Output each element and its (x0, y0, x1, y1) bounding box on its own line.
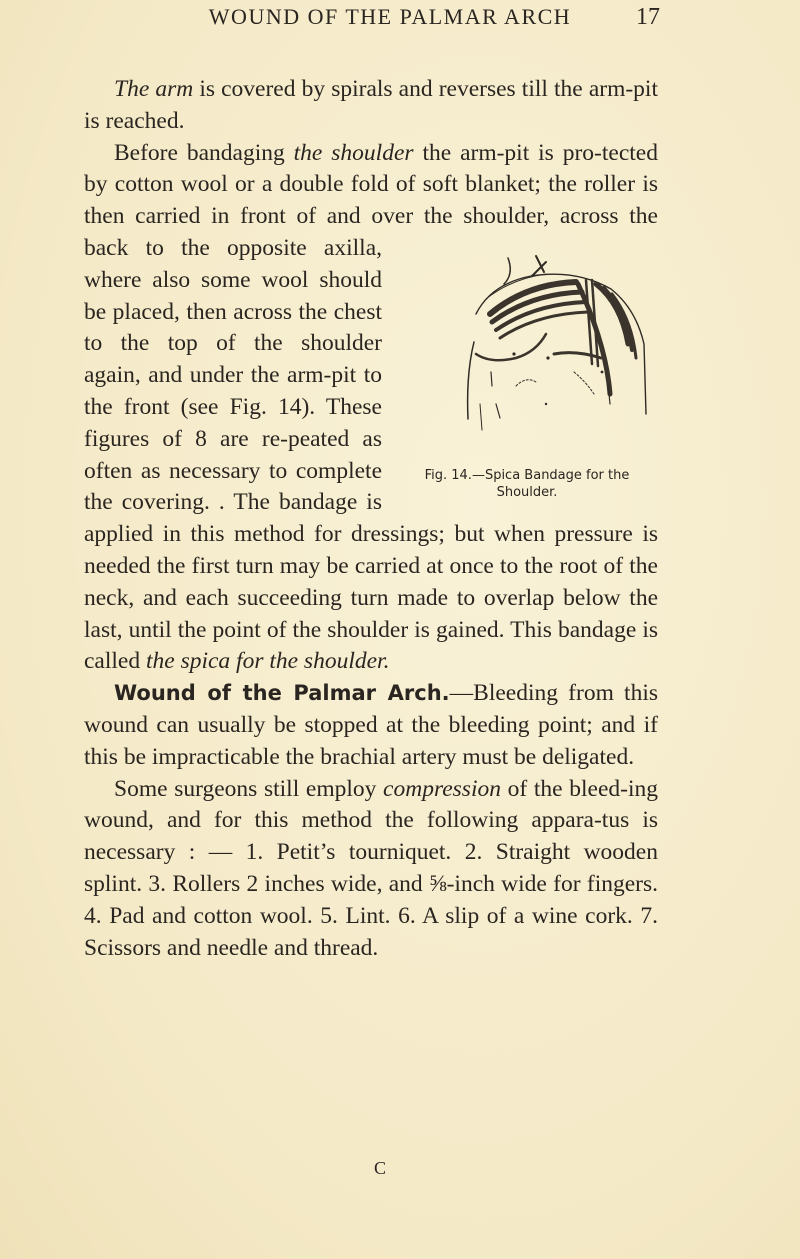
figure-caption: Fig. 14.—Spica Bandage for the Shoulder. (424, 468, 630, 500)
figure-14 (396, 74, 658, 500)
paragraph-palmar-arch (84, 678, 658, 773)
signature-mark: C (373, 1158, 386, 1178)
paragraph-shoulder-emphasis-2: the spica for the shoulder. (145, 648, 390, 675)
running-title: WOUND OF THE PALMAR ARCH (208, 4, 572, 29)
paragraph-compression-emphasis: compression (383, 775, 501, 802)
page-number: 17 (636, 4, 660, 30)
paragraph-shoulder-emphasis: the shoulder (293, 139, 414, 166)
section-heading: Wound of the Palmar Arch. (114, 681, 450, 706)
paragraph-compression (84, 774, 658, 965)
spica-bandage-illustration (396, 254, 658, 434)
paragraph-palmar-arch-text: —Bleeding from this wound can usually be stopped at the bleeding point; and if this be impracticable the brachial artery must be deligated. (84, 680, 659, 770)
page-header (0, 4, 800, 44)
paragraph-arm-emphasis: The arm (114, 76, 194, 102)
body-text (84, 74, 658, 964)
paragraph-compression-text-a: Some surgeons still employ (114, 775, 384, 802)
paragraph-arm-text: is covered by spirals and reverses till the arm-pit is reached. (84, 76, 658, 134)
paragraph-shoulder-text-b: the arm-pit is pro-tected by cotton wool or a double fold of soft blanket; the roller is then carried in front of and over the shoulder, across the back to the opposite axilla, where also some wool should be placed, then across the chest to the top of the shoulder again, and under the arm-pit to the front (see Fig. 14). These figures of 8 are re-peated as often as necessary to complete the covering. . The bandage is applied in this method for dressings; but when pressure is needed the first turn may be carried at once to the root of the neck, and each succeeding turn made to overlap below the last, until the point of the shoulder is gained. This bandage is called (84, 139, 658, 675)
paragraph-compression-text-b: of the bleed-ing wound, and for this method the following appara-tus is necessary : — 1. Petit’s tourniquet. 2. Straight wooden splint. 3. Rollers 2 inches wide, and ⅝-inch wide for fingers. 4. Pad and cotton wool. 5. Lint. 6. A slip of a wine cork. 7. Scissors and needle and thread. (84, 775, 658, 961)
paragraph-shoulder-text-a: Before bandaging (114, 139, 294, 166)
